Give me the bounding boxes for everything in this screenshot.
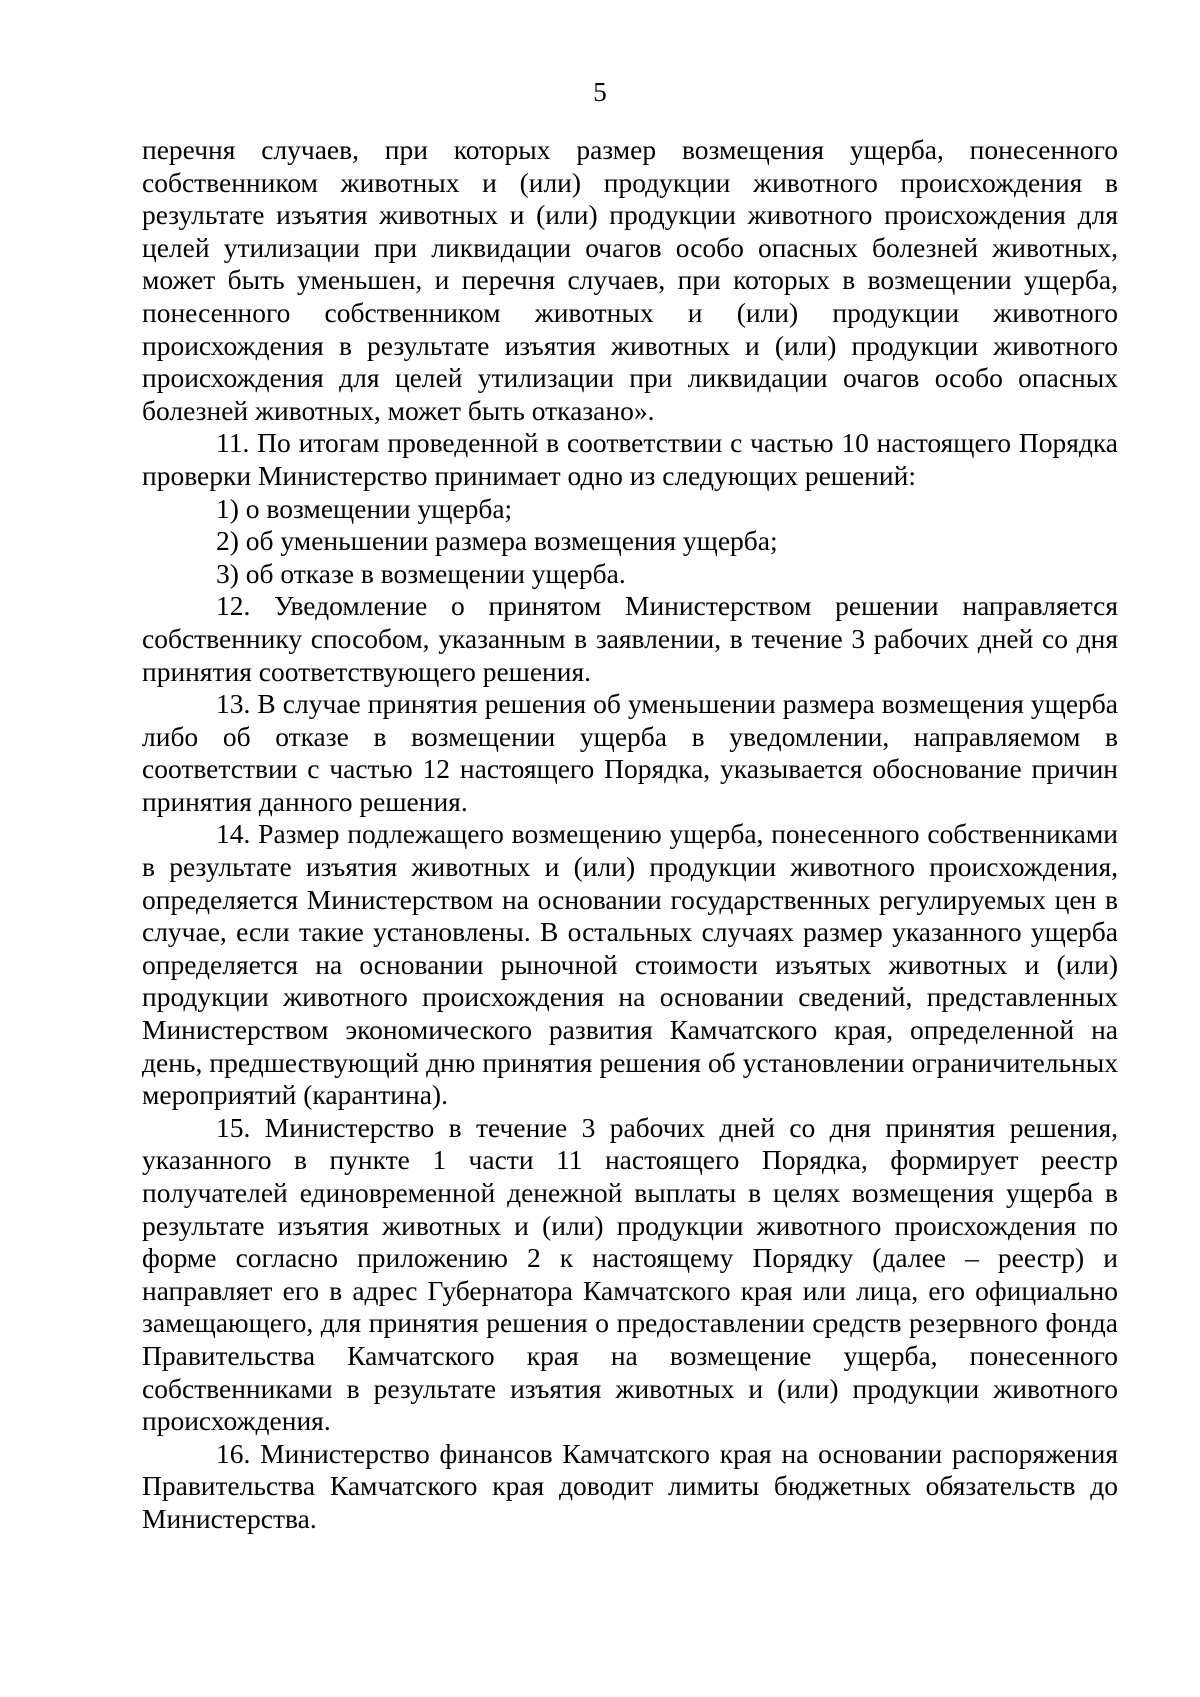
document-body <box>142 134 1118 1536</box>
paragraph-subitem-3: 3) об отказе в возмещении ущерба. <box>216 557 626 589</box>
paragraph-item-11: 11. По итогам проведенной в соответствии с частью 10 настоящего Порядка проверки Министерство принимает одно из следующих решений: <box>142 427 1118 491</box>
paragraph-subitem-2: 2) об уменьшении размера возмещения ущерба; <box>216 525 778 557</box>
paragraph-item-13: 13. В случае принятия решения об уменьшении размера возмещения ущерба либо об отказе в возмещении ущерба в уведомлении, направляемом в соответствии с частью 12 настоящего Порядка, указывается обоснование причин принятия данного решения. <box>142 688 1118 817</box>
paragraph-subitem-1: 1) о возмещении ущерба; <box>216 492 513 524</box>
paragraph-item-16: 16. Министерство финансов Камчатского края на основании распоряжения Правительства Камчатского края доводит лимиты бюджетных обязательств до Министерства. <box>142 1437 1118 1534</box>
paragraph-item-15: 15. Министерство в течение 3 рабочих дней со дня принятия решения, указанного в пункте 1 части 11 настоящего Порядка, формирует реестр получателей единовременной денежной выплаты в целях возмещения ущерба в результате изъятия животных и (или) продукции животного происхождения по форме согласно приложению 2 к настоящему Порядку (далее – реестр) и направляет его в адрес Губернатора Камчатского края или лица, его официально замещающего, для принятия решения о предоставлении средств резервного фонда Правительства Камчатского края на возмещение ущерба, понесенного собственниками в результате изъятия животных и (или) продукции животного происхождения. <box>142 1111 1118 1437</box>
paragraph-item-12: 12. Уведомление о принятом Министерством решении направляется собственнику способом, указанным в заявлении, в течение 3 рабочих дней со дня принятия соответствующего решения. <box>142 590 1118 687</box>
paragraph-continuation: перечня случаев, при которых размер возмещения ущерба, понесенного собственником животных и (или) продукции животного происхождения в результате изъятия животных и (или) продукции животного происхождения для целей утилизации при ликвидации очагов особо опасных болезней животных, может быть уменьшен, и перечня случаев, при которых в возмещении ущерба, понесенного собственником животных и (или) продукции животного происхождения в результате изъятия животных и (или) продукции животного происхождения для целей утилизации при ликвидации очагов особо опасных болезней животных, может быть отказано». <box>142 134 1118 426</box>
paragraph-item-14: 14. Размер подлежащего возмещению ущерба, понесенного собственниками в результате изъятия животных и (или) продукции животного происхождения, определяется Министерством на основании государственных регулируемых цен в случае, если такие установлены. В остальных случаях размер указанного ущерба определяется на основании рыночной стоимости изъятых животных и (или) продукции животного происхождения на основании сведений, представленных Министерством экономического развития Камчатского края, определенной на день, предшествующий дню принятия решения об установлении ограничительных мероприятий (карантина). <box>142 818 1118 1111</box>
page-number: 5 <box>593 77 607 107</box>
